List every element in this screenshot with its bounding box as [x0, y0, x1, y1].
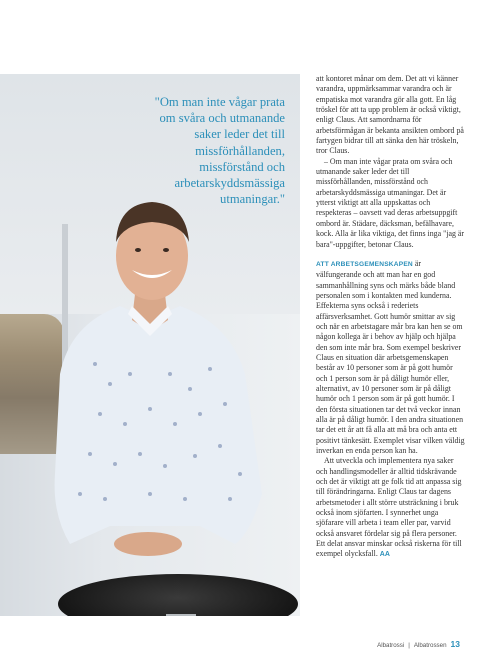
publication-name: Albatrossi: [377, 642, 405, 649]
table-leg: [166, 614, 196, 616]
footer-separator: |: [408, 642, 410, 649]
pull-quote: "Om man inte vågar prata om svåra och utmanande saker leder det till missförhållanden, missförstånd och arbetarskyddsmässiga utmaningar.": [154, 95, 285, 207]
section-paragraph-text: är välfungerande och att man har en god sammanhållning syns och märks både bland personalen som i kontakten med kunderna. Effekterna syns också i rederiets affärsverksamhet. Gott humör smittar av sig och när en arbetstagare mår bra kan hen se om någon kollega är i behov av hjälp och hjälpa den som inte mår bra. Som exempel beskriver Claus en situation där arbetsgemenskapen består av 10 personer som är på gott humör och 1 person som är på dåligt humör eller, alternativt, av 10 personer som är på dåligt humör och 1 person som är på gott humör. I den första situationen tar det två veckor innan alla är på dåligt humör. I den andra situationen tar det ett år att få alla att må bra och anta ett positivt tänkesätt. Exemplet visar vilken väldig inverkan en enda person kan ha.: [316, 258, 465, 456]
page-footer: [377, 639, 460, 649]
page-number: 13: [450, 639, 460, 649]
section-lead-in: ATT ARBETSGEMENSKAPEN: [316, 260, 413, 268]
paragraph: – Om man inte vågar prata om svåra och utmanande saker leder det till missförhållanden, missförstånd och arbetarskyddsmässiga utmaningar. Det är ytterst viktigt att alla uppskattas och respekteras – oavsett vad deras arbetsuppgift ombord är. Städare, däcksman, befälhavare, kock. Alla är lika viktiga, det finns inga "jag är bara"-uppgifter, betonar Claus.: [316, 156, 465, 249]
section-paragraph: [316, 259, 466, 457]
publication-name-alt: Albatrossen: [413, 642, 447, 649]
end-mark-icon: AA: [379, 551, 390, 559]
paragraph-text: Att utveckla och implementera nya saker och handlingsmodeller är alltid tidskrävande och det är viktigt att ge folk tid att anpassa sig till förändringarna. Enligt Claus tar dagens arbetsmetoder i allt större utsträckning i bruk också inom sjöfarten. I synnerhet unga sjöfarare vill arbeta i team eller par, varvid också ansvaret fördelar sig på flera personer. Ett delat ansvar minskar också riskerna för till exempel olycksfall.: [316, 456, 462, 559]
article-text-column: [316, 74, 466, 561]
paragraph: att kontoret månar om dem. Det att vi känner varandra, uppmärksammar varandra och är empatiska mot varandra gör alla gott. En låg tröskel för att ta upp problem är också viktigt, enligt Claus. Att samordnarna för arbetsförmågan är bekanta ansikten ombord på fartygen bidrar till att sänka den här tröskeln, tror Claus.: [316, 74, 464, 156]
paragraph: [316, 456, 466, 560]
